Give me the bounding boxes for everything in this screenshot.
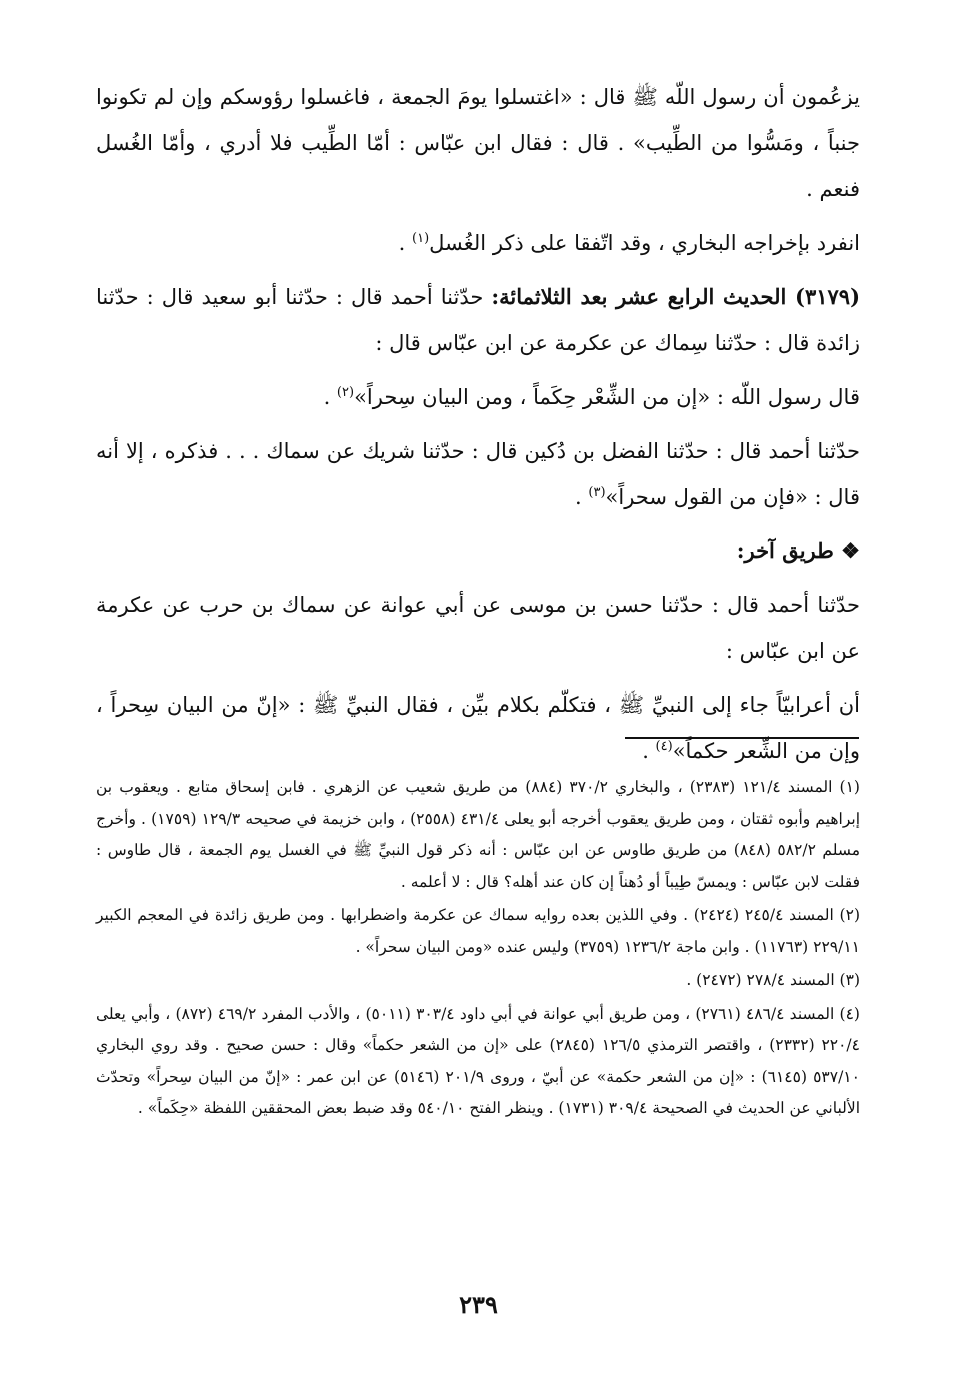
paragraph-bukhari-note: [96, 220, 860, 266]
paragraph-text: حدّثنا أحمد قال : حدّثنا حسن بن موسى عن أبي عوانة عن سماك بن حرب عن عكرمة عن ابن عبّاس :: [96, 593, 860, 663]
footnote-3: (٣) المسند ٢٧٨/٤ (٢٤٧٢) .: [686, 971, 860, 989]
footnote-ref-4[interactable]: (٤): [655, 739, 673, 754]
paragraph-line: يزعُمون أن رسول اللّه ﷺ قال : «اغتسلوا يومَ الجمعة ، فاغسلوا رؤوسكم وإن لم تكونوا: [96, 85, 860, 109]
paragraph-hadith-matn: [96, 374, 860, 420]
paragraph-end: .: [575, 485, 589, 509]
paragraph-bedouin-hadith: [96, 682, 860, 774]
footnote-ref-2[interactable]: (٢): [336, 385, 355, 400]
paragraph-text: حدّثنا أحمد قال : حدّثنا الفضل بن دُكين قال : حدّثنا شريك عن سماك . . . فذكره ، إلا أنه قال : «فإن من القول سحراً»: [96, 439, 860, 509]
footnote-2: (٢) المسند ٢٤٥/٤ (٢٤٢٤) . وفي اللذين بعده روايه سماك عن عكرمة واضطرابها . ومن طريق زائدة في المعجم الكبير ٢٢٩/١١ (١١٧٦٣) . وابن ماجة ١٢٣٦/٢ (٣٧٥٩) وليس عنده «ومن البيان سحراً» .: [96, 906, 860, 956]
footnotes-section: [96, 772, 860, 1127]
paragraph-end: .: [398, 231, 412, 255]
paragraph-text: أن أعرابيّاً جاء إلى النبيِّ ﷺ ، فتكلّم بكلام بيِّن ، فقال النبيِّ ﷺ : «إنّ من البيان سِحراً ، وإن من الشِّعر حكماً»: [96, 693, 860, 763]
paragraph-text: قال رسول اللّه : «إن من الشِّعْر حِكَماً ، ومن البيان سِحراً»: [354, 385, 860, 409]
page-number: ٢٣٩: [459, 1290, 498, 1319]
paragraph-text: انفرد بإخراجه البخاري ، وقد اتّفقا على ذكر الغُسل: [429, 231, 860, 255]
subheading-another-route: ❖ طريق آخر:: [736, 538, 860, 563]
paragraph-end: .: [323, 385, 337, 409]
hadith-number-heading: (٣١٧٩) الحديث الرابع عشر بعد الثلاثمائة:: [491, 284, 861, 309]
paragraph-end: .: [642, 739, 656, 763]
footnote-divider: [625, 737, 859, 739]
footnote-4: (٤) المسند ٤٨٦/٤ (٢٧٦١) ، ومن طريق أبي عوانة في أبي داود ٣٠٣/٤ (٥٠١١) ، والأدب المفرد ٤٦٩/٢ (٨٧٢) ، وأبي يعلى ٢٢٠/٤ (٢٣٣٢) ، واقتصر الترمذي ١٢٦/٥ (٢٨٤٥) على «إن من الشعر حكماً» وقال : حسن صحيح . وقد روي البخاري ٥٣٧/١٠ (٦١٤٥) : «إن من الشعر حكمة» عن أبيّ ، وروى ٢٠١/٩ (٥١٤٦) عن ابن عمر : «إنّ من البيان سِحراً» وتحدّث الألباني عن الحديث في الصحيحة ٣٠٩/٤ (١٧٣١) . وينظر الفتح ٥٤٠/١٠ وقد ضبط بعض المحققين اللفظة «حِكَماً» .: [96, 1004, 860, 1117]
paragraph-line: جنباً ، ومَسُّوا من الطِّيب» . قال : فقال ابن عبّاس : أمّا الطِّيب فلا أدري ، وأمّا الغُسل فنعم .: [96, 131, 860, 201]
paragraph-hadith-ghusl: [96, 74, 860, 212]
footnote-1: (١) المسند ١٢١/٤ (٢٣٨٣) ، والبخاري ٣٧٠/٢ (٨٨٤) من طريق شعيب عن الزهري . فابن إسحاق متابع . ويعقوب بن إبراهيم وأبوه ثقتان ، ومن طريق يعقوب أخرجه أبو يعلى ٤٣١/٤ (٢٥٥٨) ، وابن خزيمة في صحيحه ١٢٩/٣ (١٧٥٩) . وأخرج مسلم ٥٨٢/٢ (٨٤٨) من طريق طاوس عن ابن عبّاس : أنه ذكر قول النبيِّ ﷺ في الغسل يوم الجمعة ، قال طاوس : فقلت لابن عبّاس : ويمسّ طِيباً أو دُهناً إن كان عند أهله؟ قال : لا أعلمه .: [96, 778, 861, 891]
footnote-ref-3[interactable]: (٣): [588, 485, 606, 500]
paragraph-second-chain: [96, 428, 860, 520]
main-text: [96, 74, 860, 782]
paragraph-route-isnad: [96, 582, 860, 674]
footnote-ref-1[interactable]: (١): [412, 231, 430, 246]
hadith-isnad: حدّثنا أحمد قال : حدّثنا أبو سعيد قال : حدّثنا زائدة قال : حدّثنا سِماك عن عكرمة عن ابن عبّاس قال :: [96, 285, 860, 355]
paragraph-hadith-heading: [96, 274, 860, 366]
